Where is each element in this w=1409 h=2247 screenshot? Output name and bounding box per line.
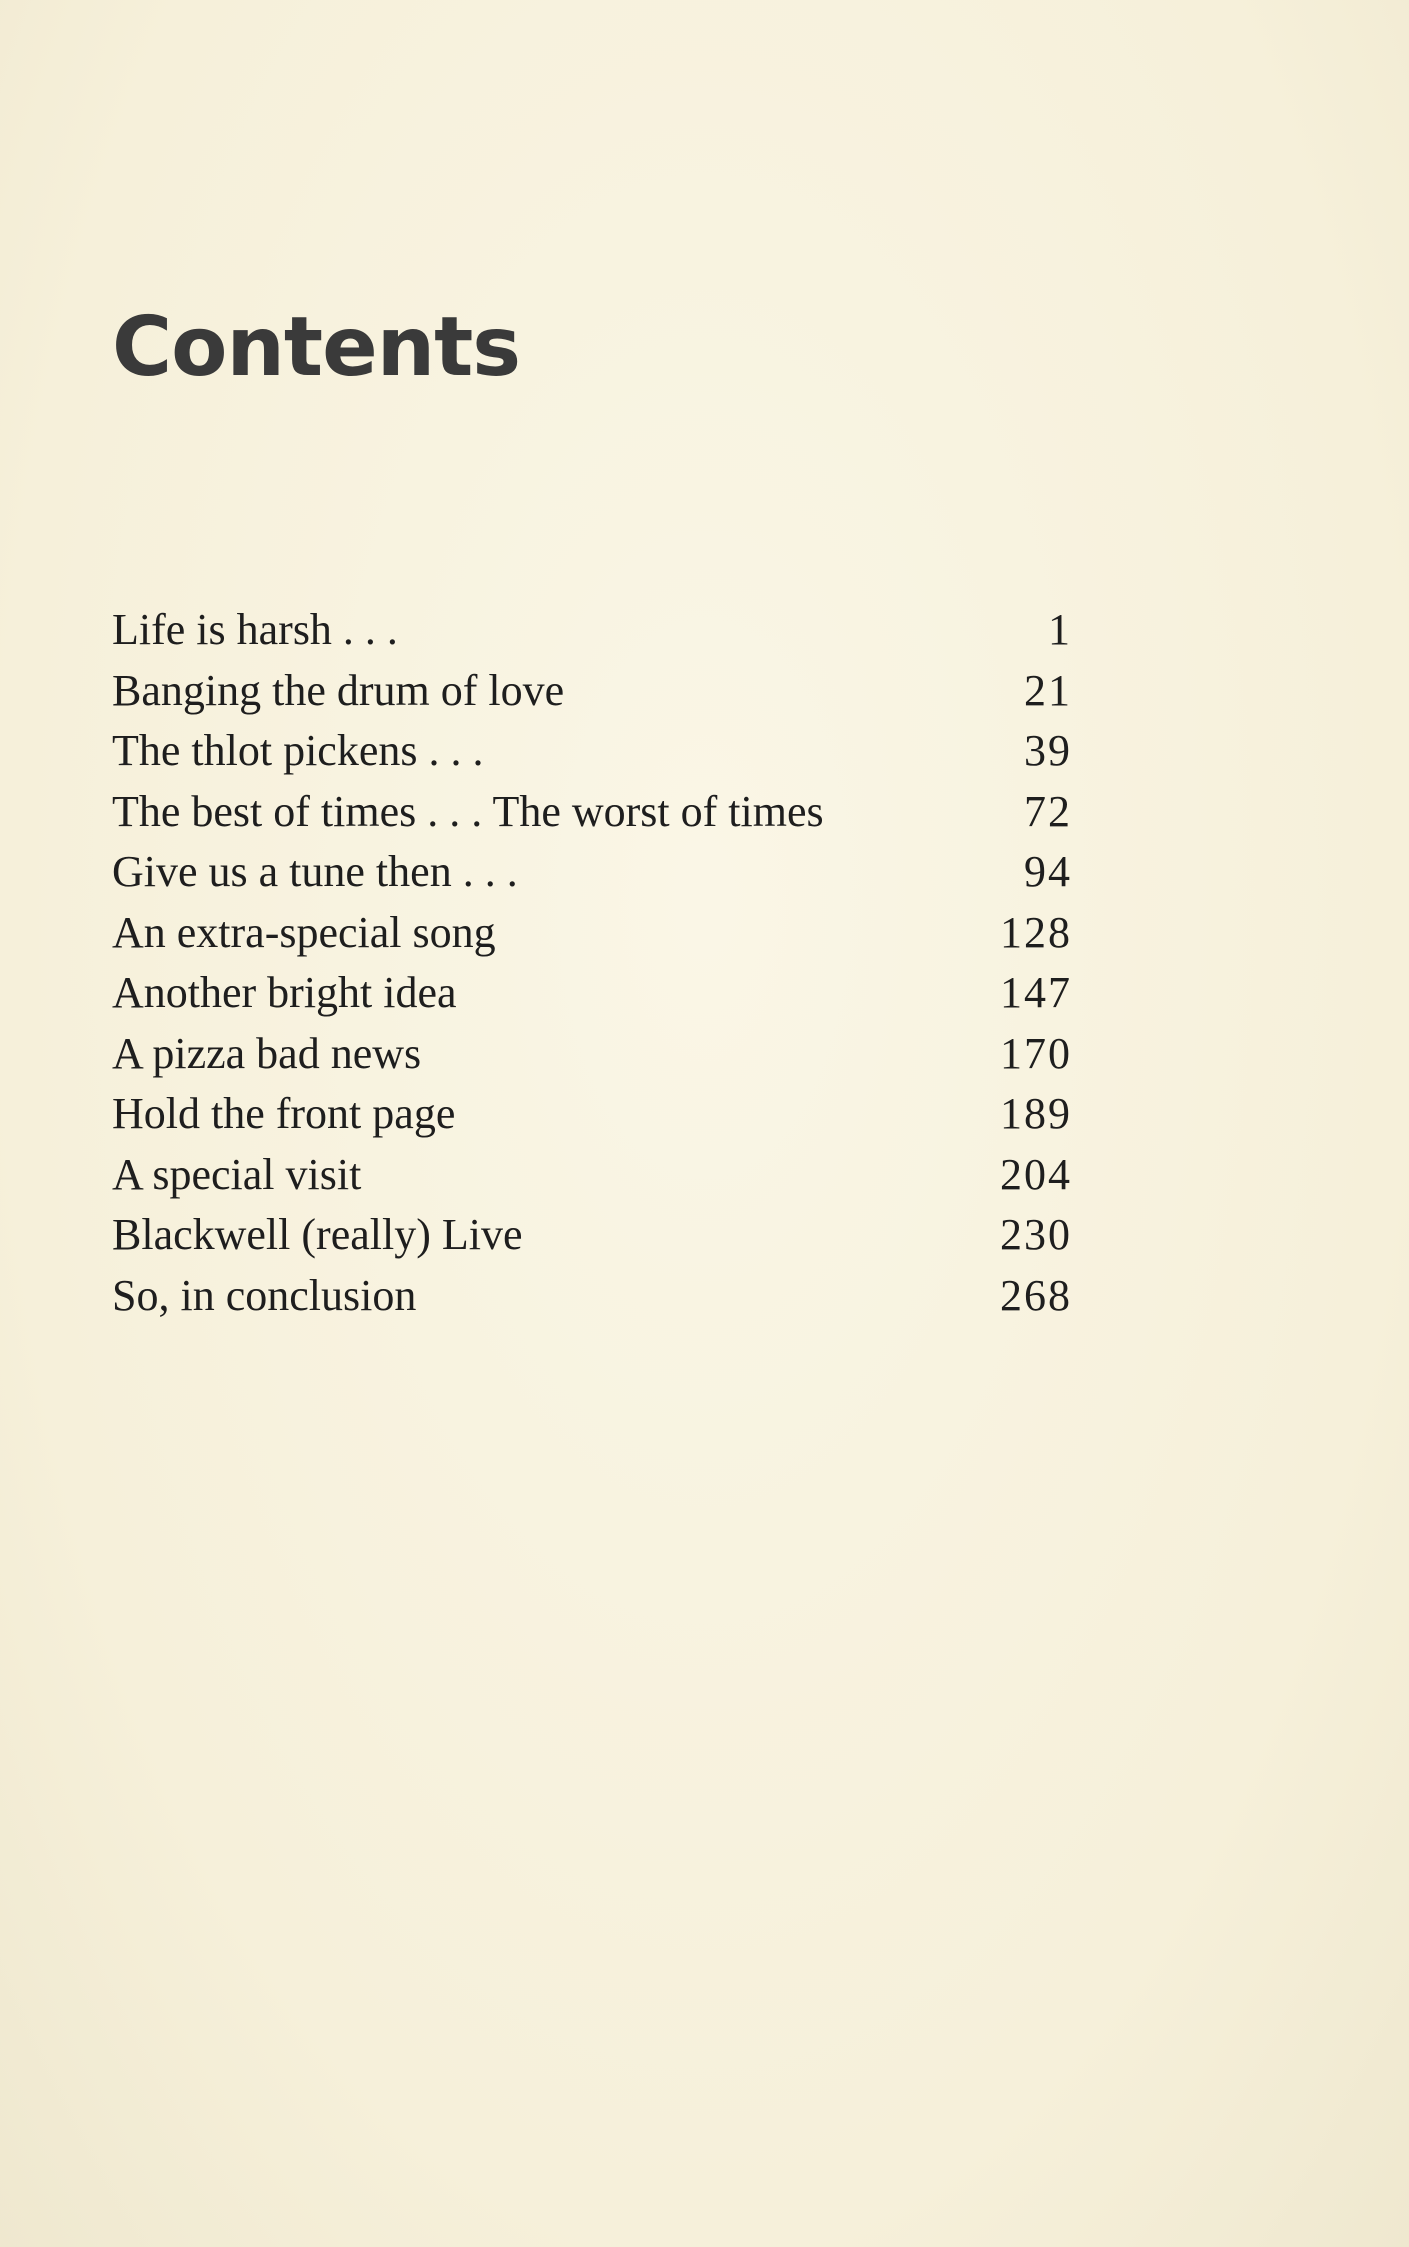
toc-entry xyxy=(112,1088,1072,1149)
toc-entry xyxy=(112,846,1072,907)
toc-entry-title: A pizza bad news xyxy=(112,1028,422,1078)
toc-entry-page: 189 xyxy=(1000,1089,1072,1138)
toc-entry-title: Banging the drum of love xyxy=(112,665,565,715)
toc-entry-page: 1 xyxy=(1048,605,1072,654)
toc-entry-title: Blackwell (really) Live xyxy=(112,1210,523,1259)
toc-entry xyxy=(112,725,1072,786)
toc-entry-page: 72 xyxy=(1024,786,1072,836)
toc-entry-title: The thlot pickens . . . xyxy=(112,726,484,775)
toc-entry-page: 21 xyxy=(1024,665,1072,715)
toc-entry xyxy=(112,907,1072,968)
page-title: Contents xyxy=(112,300,521,395)
toc-entry-page: 147 xyxy=(1000,968,1072,1017)
toc-entry-title: Give us a tune then . . . xyxy=(112,847,518,896)
toc-entry xyxy=(112,1270,1072,1331)
toc-entry-page: 128 xyxy=(1000,907,1072,957)
table-of-contents xyxy=(112,604,1072,1330)
toc-entry-title: An extra-special song xyxy=(112,907,496,957)
toc-entry-page: 170 xyxy=(1000,1028,1072,1078)
toc-entry-page: 204 xyxy=(1000,1149,1072,1199)
toc-entry xyxy=(112,967,1072,1028)
toc-entry-title: A special visit xyxy=(112,1149,362,1199)
toc-entry xyxy=(112,604,1072,665)
toc-entry-title: Hold the front page xyxy=(112,1089,456,1138)
toc-entry xyxy=(112,1028,1072,1089)
toc-entry xyxy=(112,665,1072,726)
toc-entry xyxy=(112,1149,1072,1210)
toc-entry-page: 230 xyxy=(1000,1210,1072,1259)
toc-entry-page: 39 xyxy=(1024,726,1072,775)
toc-entry-title: Life is harsh . . . xyxy=(112,605,398,654)
toc-entry-title: Another bright idea xyxy=(112,968,457,1017)
toc-entry-page: 94 xyxy=(1024,847,1072,896)
toc-entry xyxy=(112,1209,1072,1270)
toc-entry-title: The best of times . . . The worst of times xyxy=(112,786,824,836)
toc-entry-title: So, in conclusion xyxy=(112,1270,417,1320)
toc-entry xyxy=(112,786,1072,847)
toc-entry-page: 268 xyxy=(1000,1270,1072,1320)
